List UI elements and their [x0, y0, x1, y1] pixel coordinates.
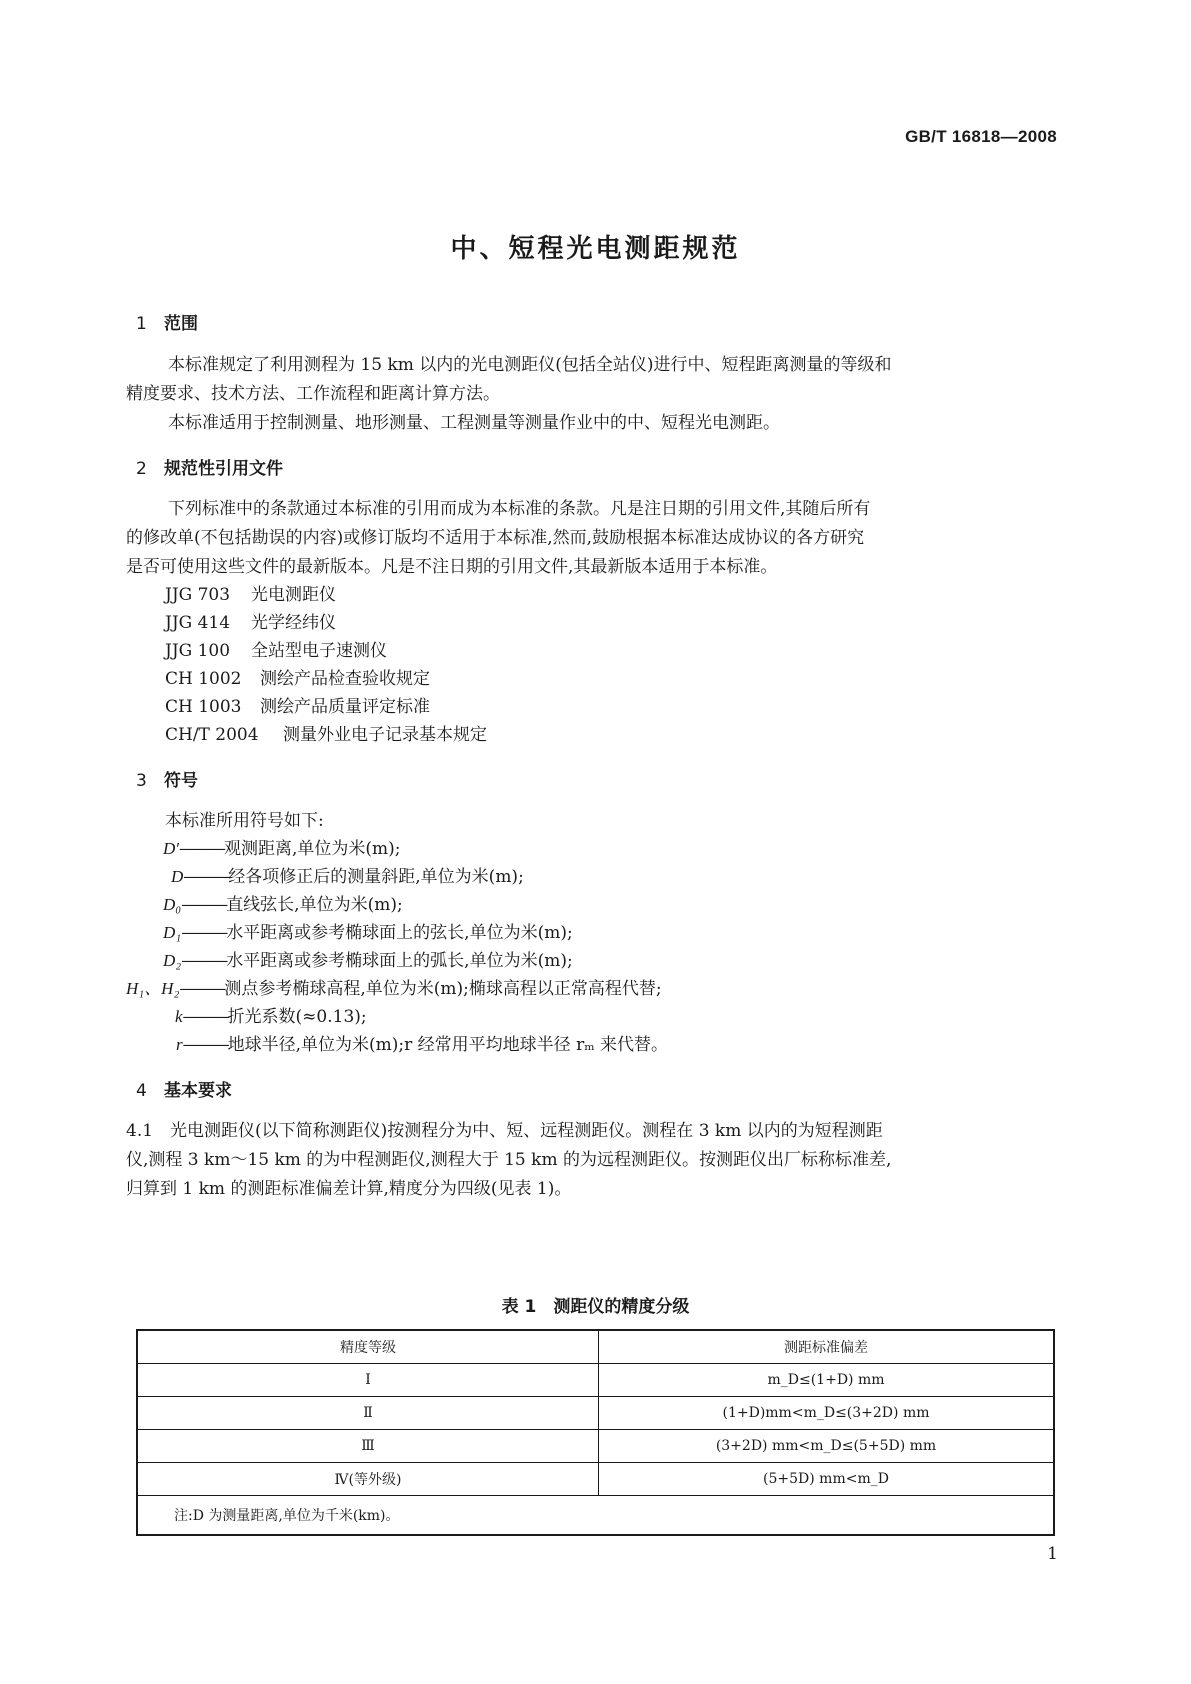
table-row — [137, 1397, 1054, 1430]
column-header: 测距标准偏差 — [599, 1330, 1055, 1364]
symbol-description: 观测距离,单位为米(m); — [224, 839, 401, 859]
symbol-description: 水平距离或参考椭球面上的弦长,单位为米(m); — [226, 923, 573, 943]
references-paragraph-line: 的修改单(不包括勘误的内容)或修订版均不适用于本标准,然而,鼓励根据本标准达成协议的各方研究 — [126, 528, 865, 548]
section-number: 3 — [136, 771, 147, 791]
deviation-cell: (1+D)mm<m_D≤(3+2D) mm — [599, 1397, 1055, 1430]
symbol-description: 地球半径,单位为米(m);r 经常用平均地球半径 rₘ 来代替。 — [227, 1035, 669, 1055]
deviation-cell: (5+5D) mm<m_D — [599, 1463, 1055, 1496]
symbol-description: 水平距离或参考椭球面上的弧长,单位为米(m); — [226, 951, 573, 971]
symbol-dash: ——— — [182, 1007, 228, 1027]
symbol-description: 经各项修正后的测量斜距,单位为米(m); — [228, 867, 524, 887]
table-note-row — [137, 1496, 1054, 1536]
reference-item — [165, 692, 430, 717]
symbol-dash: ——— — [179, 839, 224, 859]
reference-item — [165, 664, 430, 689]
symbol: D — [171, 867, 184, 886]
symbol: D₀ — [163, 895, 182, 914]
table-row — [137, 1430, 1054, 1463]
symbol-item — [175, 1002, 367, 1027]
symbol-description: 折光系数(≈0.13); — [227, 1007, 367, 1027]
section-title: 规范性引用文件 — [164, 459, 283, 479]
scope-applicability-paragraph: 本标准适用于控制测量、地形测量、工程测量等测量作业中的中、短程光电测距。 — [168, 413, 780, 433]
basic-paragraph-line: 仪,测程 3 km～15 km 的为中程测距仪,测程大于 15 km 的为远程测距仪。按测距仪出厂标称标准差, — [126, 1150, 892, 1170]
section-2-heading — [136, 454, 283, 479]
symbol-dash: ——— — [181, 923, 227, 943]
reference-item — [165, 636, 387, 661]
symbol: D₂ — [163, 951, 182, 970]
standard-code: GB/T 16818—2008 — [905, 127, 1057, 146]
references-paragraph-line: 下列标准中的条款通过本标准的引用而成为本标准的条款。凡是注日期的引用文件,其随后所有 — [168, 499, 871, 519]
symbol: D′ — [163, 839, 179, 858]
reference-item — [165, 608, 336, 633]
symbol-description: 测点参考椭球高程,单位为米(m);椭球高程以正常高程代替; — [224, 979, 662, 999]
symbol: k — [175, 1007, 183, 1026]
reference-name: 光学经纬仪 — [251, 613, 336, 633]
symbol: H₁、H₂ — [126, 979, 180, 998]
deviation-cell: (3+2D) mm<m_D≤(5+5D) mm — [599, 1430, 1055, 1463]
section-number: 1 — [136, 314, 147, 334]
reference-item — [165, 720, 487, 745]
symbol-dash: ——— — [181, 951, 227, 971]
basic-paragraph-line: 4.1 光电测距仪(以下简称测距仪)按测程分为中、短、远程测距仪。测程在 3 km 以内的为短程测距 — [126, 1121, 883, 1141]
accuracy-grade-table — [136, 1329, 1055, 1536]
basic-paragraph-line: 归算到 1 km 的测距标准偏差计算,精度分为四级(见表 1)。 — [126, 1179, 572, 1199]
symbol-item — [126, 974, 662, 999]
symbol-dash: ——— — [183, 867, 229, 887]
symbol: D₁ — [163, 923, 182, 942]
reference-item — [165, 580, 336, 605]
grade-cell: Ⅰ — [137, 1364, 599, 1397]
section-number: 2 — [136, 459, 147, 479]
table-row — [137, 1463, 1054, 1496]
symbol-item — [176, 1030, 668, 1055]
section-3-heading — [136, 766, 198, 791]
scope-paragraph-line: 精度要求、技术方法、工作流程和距离计算方法。 — [126, 384, 500, 404]
deviation-cell: m_D≤(1+D) mm — [599, 1364, 1055, 1397]
symbol-dash: ——— — [181, 895, 227, 915]
reference-name: 测绘产品检查验收规定 — [260, 669, 430, 689]
references-paragraph-line: 是否可使用这些文件的最新版本。凡是不注日期的引用文件,其最新版本适用于本标准。 — [126, 557, 778, 577]
reference-code: JJG 100 — [165, 641, 231, 661]
column-header: 精度等级 — [137, 1330, 599, 1364]
section-4-heading — [136, 1076, 232, 1101]
symbol-item — [163, 890, 403, 915]
symbol-description: 直线弦长,单位为米(m); — [226, 895, 403, 915]
table-note: 注:D 为测量距离,单位为千米(km)。 — [137, 1496, 1054, 1536]
section-title: 符号 — [164, 771, 198, 791]
reference-code: CH 1003 — [165, 697, 242, 717]
section-title: 范围 — [164, 314, 198, 334]
symbol-dash: ——— — [182, 1035, 228, 1055]
page-number: 1 — [1047, 1544, 1058, 1564]
scope-paragraph-line: 本标准规定了利用测程为 15 km 以内的光电测距仪(包括全站仪)进行中、短程距离测量的等级和 — [168, 355, 892, 375]
table-row — [137, 1364, 1054, 1397]
reference-name: 光电测距仪 — [251, 585, 336, 605]
reference-code: JJG 703 — [165, 585, 231, 605]
reference-code: CH 1002 — [165, 669, 242, 689]
section-1-heading — [136, 309, 198, 334]
grade-cell: Ⅳ(等外级) — [137, 1463, 599, 1496]
section-title: 基本要求 — [164, 1081, 232, 1101]
reference-name: 全站型电子速测仪 — [251, 641, 387, 661]
symbols-intro: 本标准所用符号如下: — [165, 811, 324, 831]
table-caption: 表 1 测距仪的精度分级 — [501, 1297, 690, 1317]
symbol: r — [176, 1035, 183, 1054]
symbol-item — [163, 918, 573, 943]
reference-name: 测绘产品质量评定标准 — [260, 697, 430, 717]
symbol-item — [163, 834, 401, 859]
section-number: 4 — [136, 1081, 147, 1101]
reference-code: CH/T 2004 — [165, 725, 259, 745]
table-header-row — [137, 1330, 1054, 1364]
grade-cell: Ⅲ — [137, 1430, 599, 1463]
symbol-dash: ——— — [179, 979, 225, 999]
symbol-item — [171, 862, 524, 887]
symbol-item — [163, 946, 573, 971]
reference-name: 测量外业电子记录基本规定 — [283, 725, 487, 745]
reference-code: JJG 414 — [165, 613, 231, 633]
document-title: 中、短程光电测距规范 — [450, 234, 741, 264]
grade-cell: Ⅱ — [137, 1397, 599, 1430]
